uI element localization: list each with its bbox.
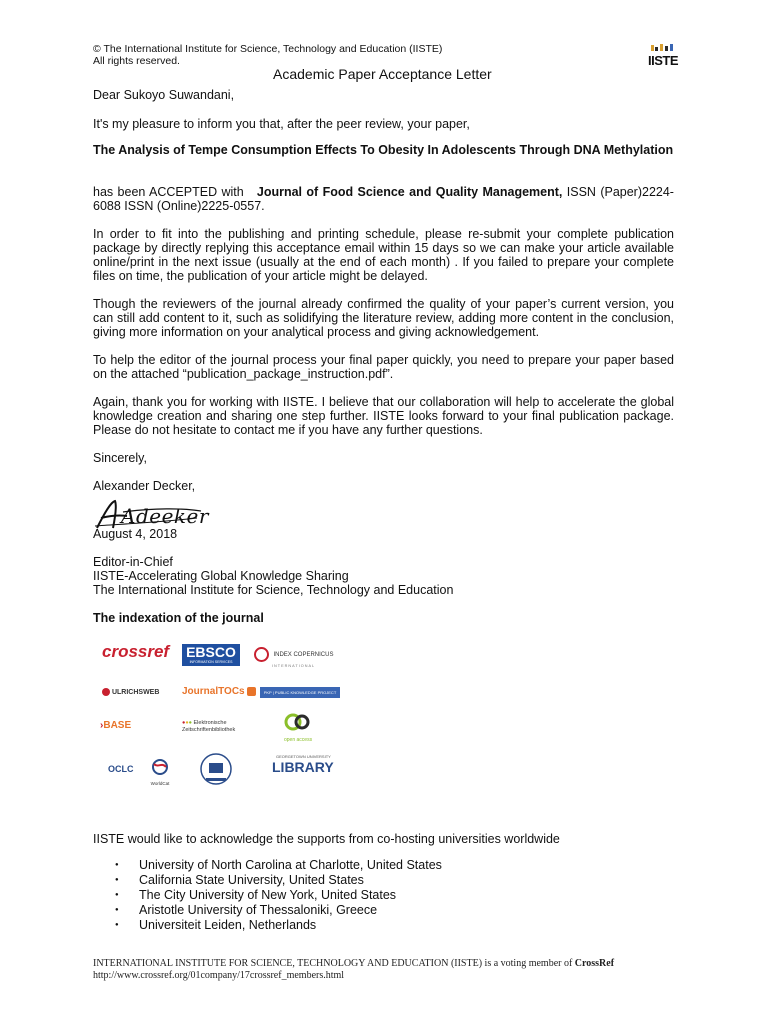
signer-name: Alexander Decker,	[93, 479, 196, 493]
rss-icon	[247, 687, 256, 696]
worldcat-logo: WorldCat	[148, 758, 172, 786]
intro-text: It's my pleasure to inform you that, after the peer review, your paper,	[93, 117, 470, 131]
letter-title: Academic Paper Acceptance Letter	[273, 66, 492, 82]
issn-info: ISSN (Paper)2224-6088 ISSN (Online)2225-0557.	[93, 185, 674, 213]
library-seal-logo	[198, 752, 234, 786]
reviewers-paragraph: Though the reviewers of the journal already confirmed the quality of your paper’s current version, you can still add content to it, such as solidifying the literature review, adding more content in the conclusion, giving more information on your analytical process and giving acknowledgement.	[93, 297, 674, 339]
paper-title-line1	[93, 143, 674, 157]
universities-intro: IISTE would like to acknowledge the supports from co-hosting universities worldwide	[93, 832, 560, 846]
open-access-logo: open access	[284, 712, 310, 738]
list-item: ● The City University of New York, United States	[93, 888, 653, 903]
ezb-logo: ●●● Elektronische Zeitschriftenbibliothek	[182, 720, 236, 733]
salutation: Dear Sukoyo Suwandani,	[93, 88, 235, 102]
signer-role: Editor-in-Chief	[93, 555, 173, 569]
org-line-2: The International Institute for Science, Technology and Education	[93, 583, 454, 597]
indexation-heading: The indexation of the journal	[93, 611, 264, 625]
closing: Sincerely,	[93, 451, 147, 465]
library-logo: GEORGETOWN UNIVERSITY LIBRARY	[272, 754, 334, 775]
list-item: ● Aristotle University of Thessaloniki, Greece	[93, 903, 653, 918]
ulrichs-icon	[102, 688, 110, 696]
letter-date: August 4, 2018	[93, 527, 178, 541]
index-copernicus-logo: INDEX COPERNICUS INTERNATIONAL	[254, 646, 333, 668]
signature-text: Adeeker	[121, 504, 209, 528]
accepted-prefix: has been ACCEPTED with	[93, 185, 244, 199]
footer-crossref: CrossRef	[574, 958, 615, 969]
footer-url[interactable]: http://www.crossref.org/01company/17crossref_members.html	[93, 970, 345, 981]
iiste-logo-text: IISTE	[648, 53, 679, 68]
pkp-logo: PKP | PUBLIC KNOWLEDGE PROJECT	[260, 687, 340, 698]
footer-text: INTERNATIONAL INSTITUTE FOR SCIENCE, TECHNOLOGY AND EDUCATION (IISTE) is a voting member of	[93, 958, 573, 969]
journaltocs-logo: JournalTOCs	[182, 686, 256, 697]
accepted-paragraph	[93, 185, 674, 213]
org-line-1: IISTE-Accelerating Global Knowledge Sharing	[93, 569, 349, 583]
copernicus-icon	[254, 647, 269, 662]
list-item: ● University of North Carolina at Charlotte, United States	[93, 858, 653, 873]
crossref-logo: crossref	[102, 642, 170, 661]
paper-title: The Analysis of Tempe Consumption Effects To Obesity In Adolescents Through DNA Methylation	[93, 143, 674, 157]
list-item: ● California State University, United States	[93, 873, 653, 888]
ebsco-logo: EBSCO INFORMATION SERVICES	[182, 644, 240, 666]
footer-membership	[93, 958, 653, 970]
iiste-logo	[648, 42, 678, 72]
journal-name: Journal of Food Science and Quality Management,	[256, 185, 563, 199]
copyright-line: © The International Institute for Science, Technology and Education (IISTE)	[93, 43, 443, 55]
thanks-paragraph: Again, thank you for working with IISTE. I believe that our collaboration will help to accelerate the global knowledge creation and sharing one step further. IISTE looks forward to your final publication package. Please do not hesitate to contact me if you have any further questions.	[93, 395, 674, 437]
rights-line: All rights reserved.	[93, 55, 180, 67]
base-logo: ›BASE	[100, 720, 132, 731]
schedule-paragraph: In order to fit into the publishing and printing schedule, please re-submit your complete publication package by directly replying this acceptance email within 15 days so we can make your article available online/print in the next issue (usually at the end of each month) . If you failed to prepare your complete files on time, the publication of your article might be delayed.	[93, 227, 674, 283]
indexation-logos	[94, 626, 352, 798]
list-item: ● Universiteit Leiden, Netherlands	[93, 918, 653, 933]
universities-list	[93, 858, 653, 933]
oclc-logo: OCLC	[108, 764, 134, 774]
instructions-paragraph: To help the editor of the journal process your final paper quickly, you need to prepare your paper based on the attached “publication_package_instruction.pdf”.	[93, 353, 674, 381]
ulrichsweb-logo: ULRICHSWEB	[102, 688, 159, 696]
